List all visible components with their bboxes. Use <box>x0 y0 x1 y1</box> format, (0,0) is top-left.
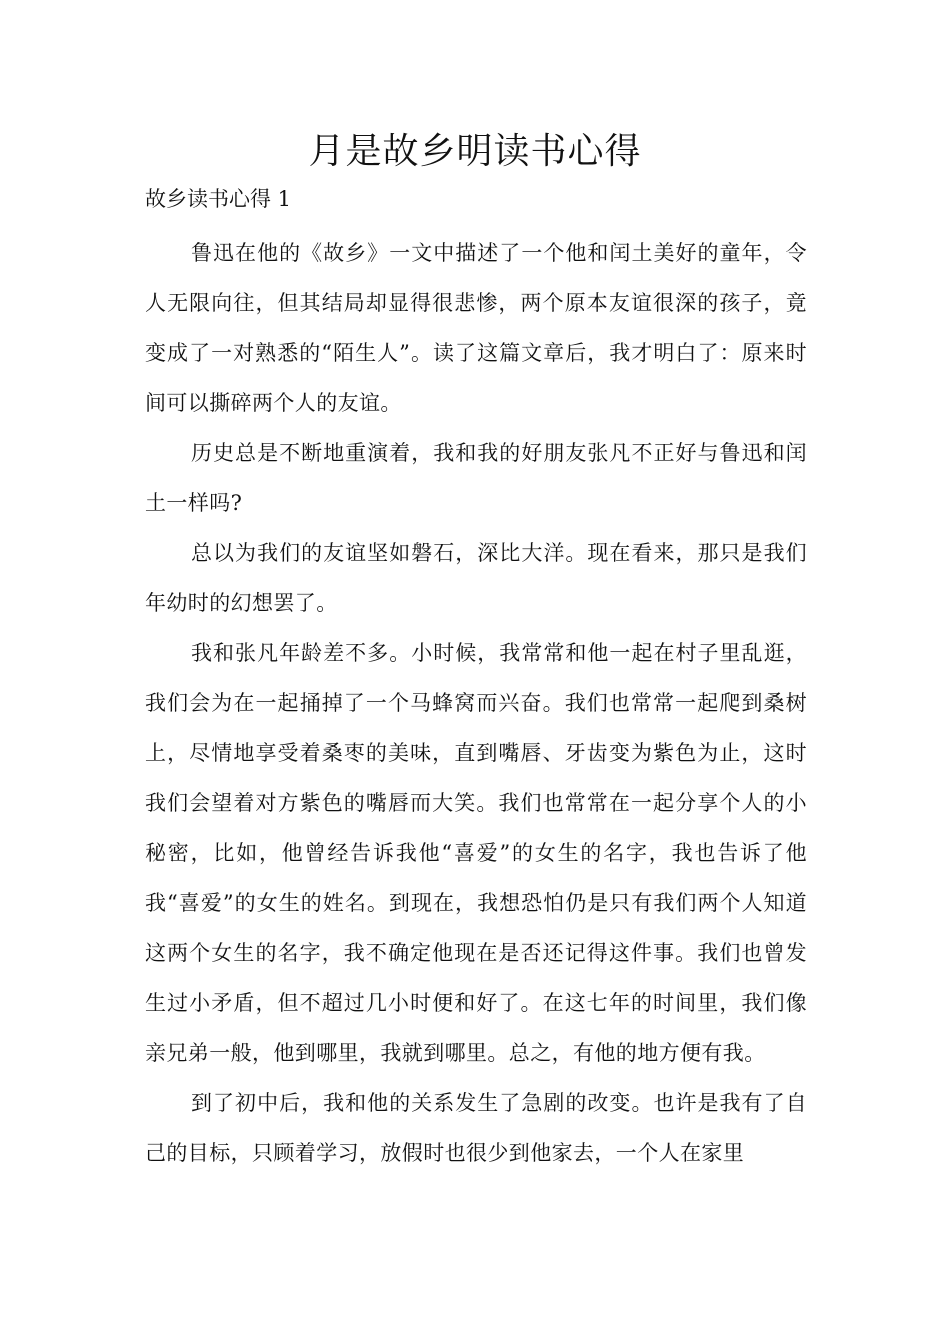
paragraph: 我和张凡年龄差不多。小时候，我常常和他一起在村子里乱逛，我们会为在一起捅掉了一个马蜂窝而兴奋。我们也常常一起爬到桑树上，尽情地享受着桑枣的美味，直到嘴唇、牙齿变为紫色为止，这时我们会望着对方紫色的嘴唇而大笑。我们也常常在一起分享个人的小秘密，比如，他曾经告诉我他“喜爱”的女生的名字，我也告诉了他我“喜爱”的女生的姓名。到现在，我想恐怕仍是只有我们两个人知道这两个女生的名字，我不确定他现在是否还记得这件事。我们也曾发生过小矛盾，但不超过几小时便和好了。在这七年的时间里，我们像亲兄弟一般，他到哪里，我就到哪里。总之，有他的地方便有我。 <box>145 641 807 1065</box>
page-title: 月是故乡明读书心得 <box>308 131 642 172</box>
paragraph: 到了初中后，我和他的关系发生了急剧的改变。也许是我有了自己的目标，只顾着学习，放假时也很少到他家去，一个人在家里 <box>145 1091 807 1165</box>
section-heading: 故乡读书心得 1 <box>145 187 292 211</box>
paragraph: 总以为我们的友谊坚如磐石，深比大洋。现在看来，那只是我们年幼时的幻想罢了。 <box>145 541 807 615</box>
body-text <box>145 228 807 1178</box>
paragraph: 鲁迅在他的《故乡》一文中描述了一个他和闰土美好的童年，令人无限向往，但其结局却显得很悲惨，两个原本友谊很深的孩子，竟变成了一对熟悉的“陌生人”。读了这篇文章后，我才明白了：原来时间可以撕碎两个人的友谊。 <box>145 241 807 415</box>
paragraph: 历史总是不断地重演着，我和我的好朋友张凡不正好与鲁迅和闰土一样吗? <box>145 441 807 515</box>
